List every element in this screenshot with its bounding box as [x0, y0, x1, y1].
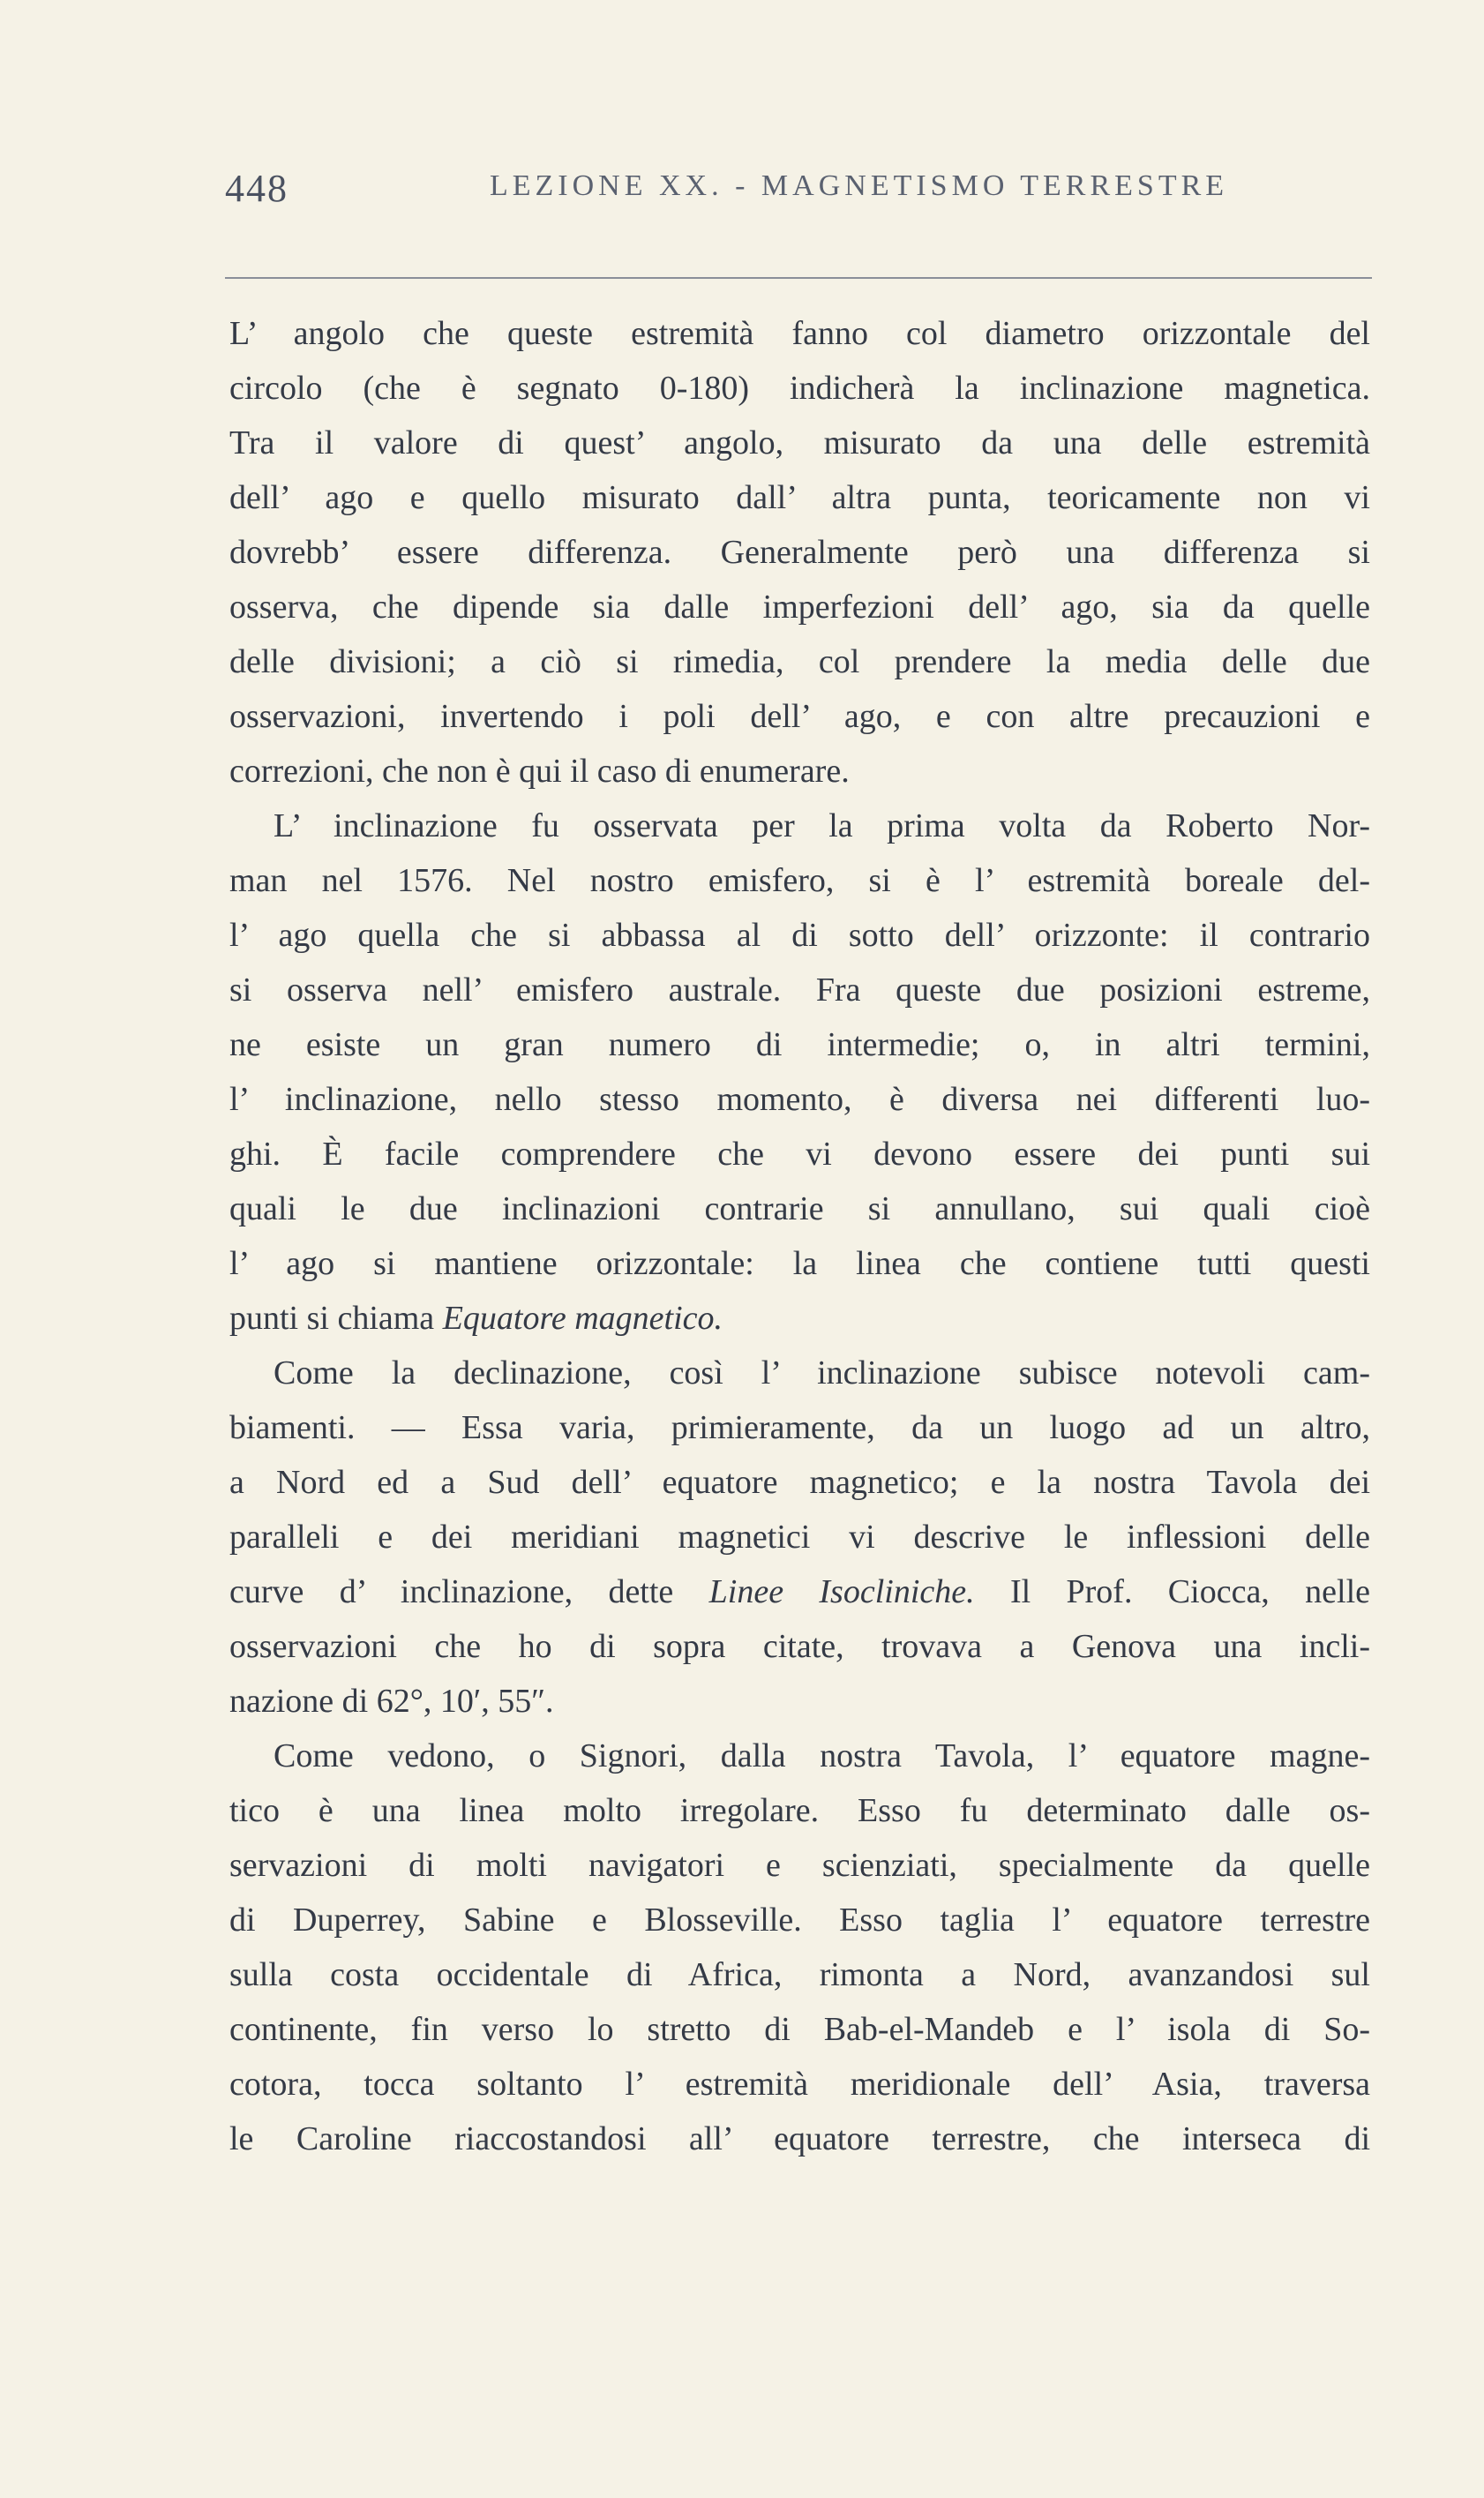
- chapter-title: LEZIONE XX. - MAGNETISMO TERRESTRE: [490, 169, 1229, 202]
- header-rule: [225, 277, 1372, 279]
- text-fragment: curve d’ inclinazione, dette: [229, 1573, 674, 1610]
- text-line: cotora, tocca soltanto l’ estremità meridionale dell’ Asia, traversa: [229, 2066, 1370, 2103]
- text-line: sulla costa occidentale di Africa, rimonta a Nord, avanzandosi sul: [229, 1956, 1370, 1993]
- text-line: circolo (che è segnato 0-180) indicherà la inclinazione magnetica.: [229, 370, 1370, 407]
- text-line: si osserva nell’ emisfero australe. Fra queste due posizioni estreme,: [229, 971, 1370, 1009]
- text-line: paralleli e dei meridiani magnetici vi descrive le inflessioni delle: [229, 1519, 1370, 1556]
- text-fragment: Il Prof. Ciocca, nelle: [1009, 1573, 1370, 1610]
- text-line: delle divisioni; a ciò si rimedia, col prendere la media delle due: [229, 643, 1370, 680]
- text-line: [229, 1564, 1370, 1619]
- page-number: 448: [225, 167, 289, 210]
- italic-term: Equatore magnetico.: [442, 1300, 723, 1337]
- text-line: a Nord ed a Sud dell’ equatore magnetico; e la nostra Tavola dei: [229, 1464, 1370, 1501]
- text-line: nazione di 62°, 10′, 55″.: [229, 1683, 554, 1720]
- text-line: correzioni, che non è qui il caso di enumerare.: [229, 753, 850, 790]
- text-line: le Caroline riaccostandosi all’ equatore terrestre, che interseca di: [229, 2120, 1370, 2157]
- text-line: l’ ago si mantiene orizzontale: la linea che contiene tutti questi: [229, 1245, 1370, 1282]
- text-line: di Duperrey, Sabine e Blosseville. Esso taglia l’ equatore terrestre: [229, 1902, 1370, 1939]
- text-line: ghi. È facile comprendere che vi devono essere dei punti sui: [229, 1136, 1370, 1173]
- text-line: ne esiste un gran numero di intermedie; o, in altri termini,: [229, 1026, 1370, 1063]
- italic-term: Linee Isocliniche.: [708, 1573, 975, 1610]
- text-line: osserva, che dipende sia dalle imperfezioni dell’ ago, sia da quelle: [229, 589, 1370, 626]
- text-line: quali le due inclinazioni contrarie si annullano, sui quali cioè: [229, 1190, 1370, 1227]
- text-line: dell’ ago e quello misurato dall’ altra punta, teoricamente non vi: [229, 479, 1370, 516]
- text-line: continente, fin verso lo stretto di Bab-el-Mandeb e l’ isola di So-: [229, 2011, 1370, 2048]
- text-line: man nel 1576. Nel nostro emisfero, si è l’ estremità boreale del-: [229, 862, 1370, 899]
- text-line: L’ inclinazione fu osservata per la prima volta da Roberto Nor-: [274, 807, 1370, 844]
- body-text: [229, 306, 1370, 2166]
- text-line: tico è una linea molto irregolare. Esso fu determinato dalle os-: [229, 1792, 1370, 1829]
- text-line: [229, 1291, 1370, 1346]
- text-line: osservazioni, invertendo i poli dell’ ago, e con altre precauzioni e: [229, 698, 1370, 735]
- text-line: L’ angolo che queste estremità fanno col diametro orizzontale del: [229, 315, 1370, 352]
- text-line: l’ ago quella che si abbassa al di sotto dell’ orizzonte: il contrario: [229, 917, 1370, 954]
- text-line: osservazioni che ho di sopra citate, trovava a Genova una incli-: [229, 1628, 1370, 1665]
- text-line: Come vedono, o Signori, dalla nostra Tavola, l’ equatore magne-: [274, 1737, 1370, 1774]
- text-line: Come la declinazione, così l’ inclinazione subisce notevoli cam-: [274, 1354, 1370, 1392]
- text-line: l’ inclinazione, nello stesso momento, è diversa nei differenti luo-: [229, 1081, 1370, 1118]
- text-line: Tra il valore di quest’ angolo, misurato da una delle estremità: [229, 424, 1370, 461]
- text-line: servazioni di molti navigatori e scienziati, specialmente da quelle: [229, 1847, 1370, 1884]
- running-head: [225, 166, 1372, 219]
- text-line: biamenti. — Essa varia, primieramente, da un luogo ad un altro,: [229, 1409, 1370, 1446]
- text-line: dovrebb’ essere differenza. Generalmente però una differenza si: [229, 534, 1370, 571]
- text-fragment: punti si chiama: [229, 1300, 435, 1337]
